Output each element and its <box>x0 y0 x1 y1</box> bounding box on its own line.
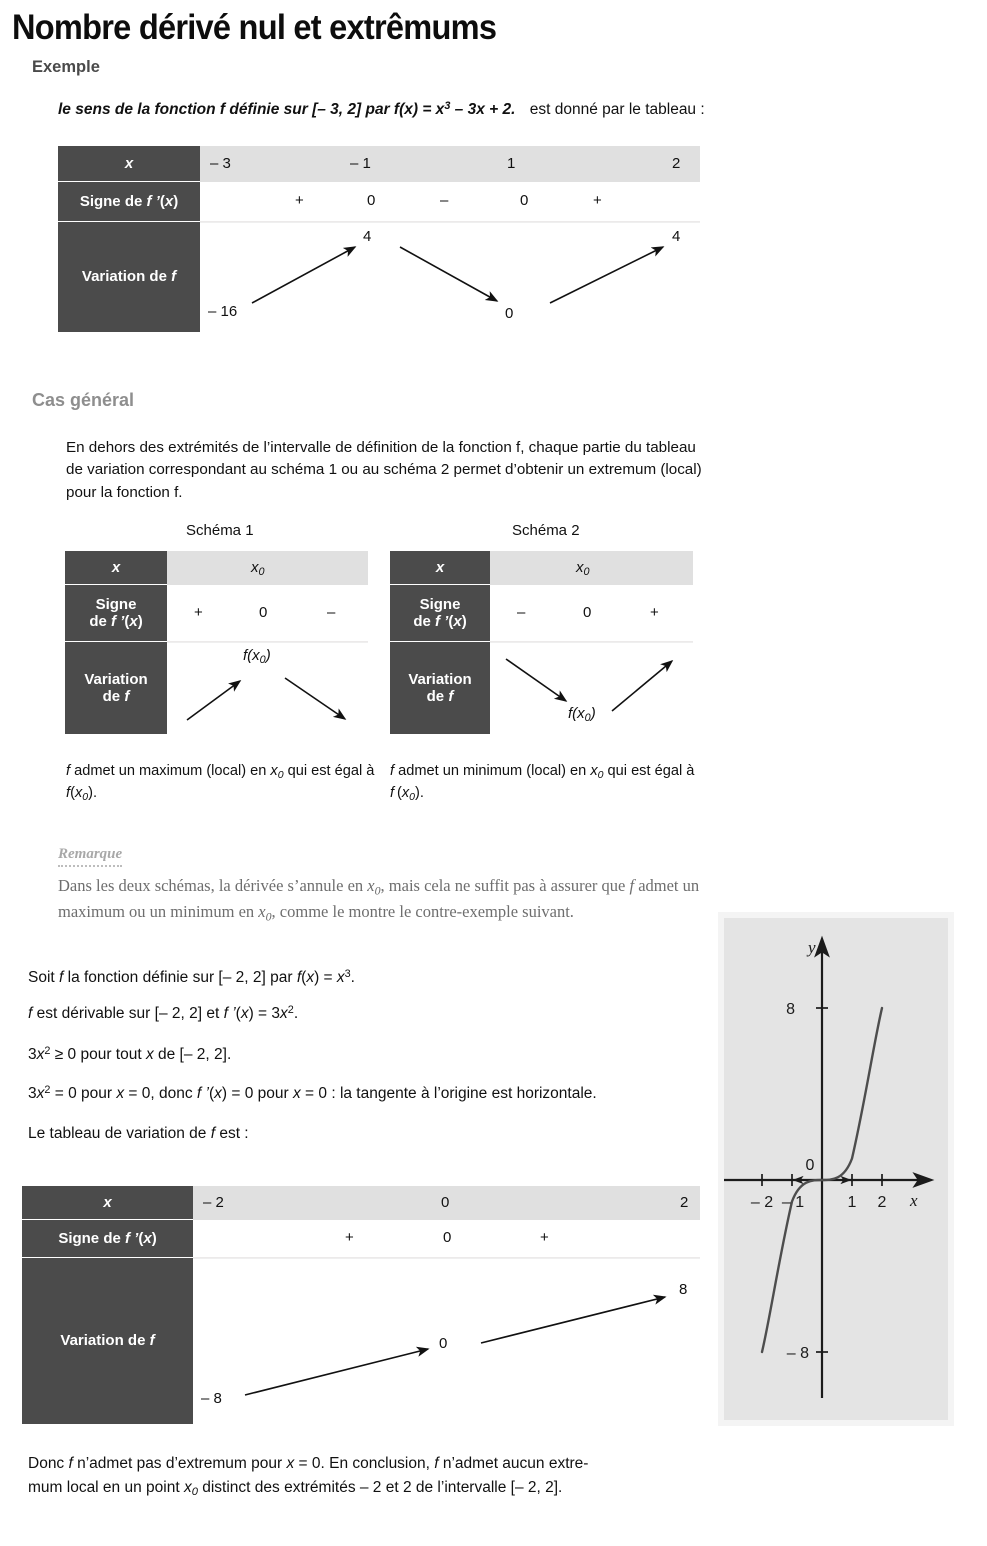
section-heading-cas-general: Cas général <box>32 390 135 410</box>
row-header-sign: Signe de f ’(x) <box>58 182 200 222</box>
x-value-cell <box>490 551 693 585</box>
x-value-cell <box>167 551 368 585</box>
table-row-x <box>58 146 700 182</box>
sign-1: 0 <box>443 1229 452 1246</box>
valley-label: $f(x_0)$ <box>568 705 596 725</box>
variation-arrows-counter-example <box>193 1259 700 1425</box>
intro-exponent: 3 <box>444 100 451 112</box>
variation-table-counter-example <box>22 1186 700 1424</box>
x0-value: $x_0$ <box>576 559 590 579</box>
y-axis-label: y <box>808 938 816 957</box>
section-heading-exemple: Exemple <box>32 58 100 76</box>
x-value-0: – 2 <box>203 1194 224 1211</box>
table-row-variation <box>390 642 693 734</box>
variation-arrows-schema1 <box>167 643 368 735</box>
sign-2: + <box>650 604 659 621</box>
sign-values-cell <box>167 585 368 642</box>
x-value-2: 1 <box>507 155 516 172</box>
table-row-sign <box>22 1220 700 1258</box>
row-header-variation: Variation de f <box>22 1258 193 1424</box>
table-row-sign <box>390 585 693 642</box>
x-value-3: 2 <box>672 155 681 172</box>
row-header-variation: Variation de f <box>65 642 167 734</box>
sign-0: – <box>517 604 526 621</box>
example-intro-line <box>58 100 705 119</box>
row-header-sign: Signe de f ’(x) <box>22 1220 193 1258</box>
variation-arrows-example <box>200 223 700 333</box>
row-header-x: x <box>65 551 167 585</box>
remarque-heading: Remarque <box>58 846 122 867</box>
x-axis-label: x <box>910 1191 918 1210</box>
row-header-variation: Variation de f <box>390 642 490 734</box>
x-values-cell <box>200 146 700 182</box>
counter-example-line-4: $3x^2 = 0$ pour x = 0, donc f ’(x) = 0 pour x = 0 : la tangente à l’origine est horizontale. <box>28 1084 597 1103</box>
counter-example-line-5: Le tableau de variation de f est : <box>28 1125 249 1142</box>
sign-3: 0 <box>520 192 529 209</box>
sign-values-cell <box>193 1220 700 1258</box>
counter-example-line-1: Soit f la fonction définie sur [– 2, 2] par $f(x) = x^3$. <box>28 968 355 987</box>
variation-table-schema1 <box>65 551 368 734</box>
x-value-1: – 1 <box>350 155 371 172</box>
sign-1: 0 <box>259 604 268 621</box>
row-header-sign: Signe de f ’(x) <box>65 585 167 642</box>
variation-arrows-schema2 <box>490 643 693 735</box>
graph-panel-cubic <box>724 918 948 1420</box>
sign-2: – <box>327 604 336 621</box>
sign-1: 0 <box>583 604 592 621</box>
counter-example-line-3: $3x^2 \ge 0$ pour tout x de [– 2, 2]. <box>28 1045 232 1064</box>
schema2-caption: f admet un minimum (local) en $x_0$ qui est égal à f $(x_0)$. <box>390 763 695 803</box>
variation-value-0: – 16 <box>208 303 238 320</box>
x-value-0: – 3 <box>210 155 231 172</box>
sign-values-cell <box>200 182 700 222</box>
xtick-label-2: 2 <box>877 1194 887 1211</box>
sign-0: + <box>345 1229 354 1246</box>
variation-value-2: 0 <box>505 305 514 322</box>
table-row-x <box>22 1186 700 1220</box>
table-row-variation <box>58 222 700 332</box>
row-header-sign: Signe de f ’(x) <box>390 585 490 642</box>
table-row-x <box>390 551 693 585</box>
variation-value-0: – 8 <box>201 1390 222 1407</box>
counter-example-line-2: f est dérivable sur [– 2, 2] et f ’(x) = $3x^2$. <box>28 1004 299 1023</box>
variation-table-schema2 <box>390 551 693 734</box>
ytick-label-8: 8 <box>786 1001 795 1018</box>
page-title: Nombre dérivé nul et extrêmums <box>12 8 497 47</box>
table-row-variation <box>65 642 368 734</box>
origin-label: 0 <box>805 1157 815 1174</box>
row-header-x: x <box>58 146 200 182</box>
x-value-2: 2 <box>680 1194 689 1211</box>
variation-value-2: 8 <box>679 1281 688 1298</box>
table-row-x <box>65 551 368 585</box>
xtick-label--1: – 1 <box>781 1194 805 1211</box>
sign-2: + <box>540 1229 549 1246</box>
sign-0: + <box>295 192 304 209</box>
cas-general-paragraph: En dehors des extrémités de l’intervalle de définition de la fonction f, chaque partie du tableau de variation correspondant au schéma 1 ou au schéma 2 permet d’obtenir un extremum (local) pour la fonction f. <box>66 439 702 501</box>
variation-values-cell <box>490 642 693 734</box>
variation-value-1: 4 <box>363 228 372 245</box>
intro-part2: – 3x + 2. <box>450 101 516 119</box>
row-header-x: x <box>390 551 490 585</box>
sign-0: + <box>194 604 203 621</box>
intro-part3: est donné par le tableau : <box>529 101 705 119</box>
remarque-text: Dans les deux schémas, la dérivée s’annule en $x_0$, mais cela ne suffit pas à assurer que f admet un maximum ou un minimum en $x_0$, comme le montre le contre-exemple suivant. <box>58 876 700 924</box>
schema1-title: Schéma 1 <box>186 522 254 539</box>
variation-value-3: 4 <box>672 228 681 245</box>
peak-label: $f(x_0)$ <box>243 647 271 667</box>
conclusion-text: Donc f n’admet pas d’extremum pour x = 0. En conclusion, f n’admet aucun extre- mum local en un point $x_0$ distinct des extrémités – 2 et 2 de l’intervalle [– 2, 2]. <box>28 1455 589 1499</box>
cubic-function-plot <box>724 918 948 1420</box>
table-row-variation <box>22 1258 700 1424</box>
ytick-label--8: – 8 <box>786 1345 809 1362</box>
sign-4: + <box>593 192 602 209</box>
row-header-variation: Variation de f <box>58 222 200 332</box>
sign-values-cell <box>490 585 693 642</box>
x-values-cell <box>193 1186 700 1220</box>
variation-values-cell <box>167 642 368 734</box>
table-row-sign <box>65 585 368 642</box>
variation-values-cell <box>200 222 700 332</box>
sign-1: 0 <box>367 192 376 209</box>
x-value-1: 0 <box>441 1194 450 1211</box>
variation-values-cell <box>193 1258 700 1424</box>
table-row-sign <box>58 182 700 222</box>
sign-2: – <box>440 192 449 209</box>
x0-value: $x_0$ <box>251 559 265 579</box>
schema2-title: Schéma 2 <box>512 522 580 539</box>
xtick-label-1: 1 <box>847 1194 857 1211</box>
variation-table-example <box>58 146 700 332</box>
xtick-label--2: – 2 <box>750 1194 774 1211</box>
variation-value-1: 0 <box>439 1335 448 1352</box>
remarque-block <box>58 845 708 926</box>
row-header-x: x <box>22 1186 193 1220</box>
intro-part1: le sens de la fonction f définie sur [– 3, 2] par f(x) = x <box>58 101 445 119</box>
schema1-caption: f admet un maximum (local) en $x_0$ qui est égal à $f(x_0)$. <box>66 763 375 803</box>
